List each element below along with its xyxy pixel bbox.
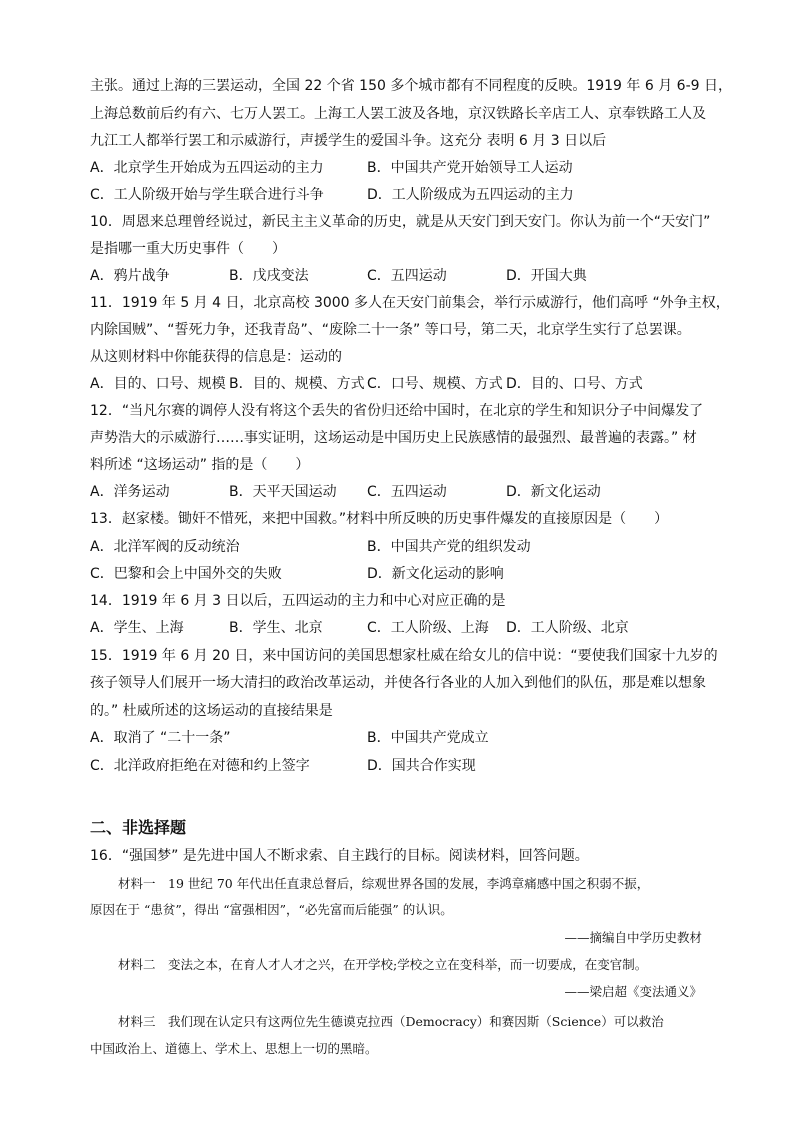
- q15-option-c[interactable]: C．北洋政府拒绝在对德和约上签字: [90, 758, 310, 774]
- q9-option-a[interactable]: A．北京学生开始成为五四运动的主力: [90, 160, 324, 176]
- q12-option-c[interactable]: C．五四运动: [367, 484, 447, 500]
- q11-option-d[interactable]: D．目的、口号、方式: [506, 376, 643, 392]
- q14-option-c[interactable]: C．工人阶级、上海: [367, 620, 489, 636]
- section-heading: 二、非选择题: [90, 818, 187, 837]
- q13-option-c[interactable]: C．巴黎和会上中国外交的失败: [90, 566, 282, 582]
- material-2-source: ——梁启超《变法通义》: [564, 984, 702, 999]
- q15-option-d[interactable]: D．国共合作实现: [367, 758, 476, 774]
- q13-stem-line-1: 13．赵家楼。锄奸不惜死，来把中国救。”材料中所反映的历史事件爆发的直接原因是（ ）: [90, 511, 669, 527]
- material-1-source: ——摘编自中学历史教材: [564, 930, 702, 945]
- q9-option-c[interactable]: C．工人阶级开始与学生联合进行斗争: [90, 187, 324, 203]
- q9-option-b[interactable]: B．中国共产党开始领导工人运动: [367, 160, 573, 176]
- q12-stem-line-2: 声势浩大的示威游行……事实证明，这场运动是中国历史上民族感情的最强烈、最普遍的表露。” 材: [90, 430, 697, 446]
- material-2-line-1: 材料二 变法之本，在育人才人才之兴，在开学校;学校之立在变科举，而一切要成，在变官制。: [118, 957, 648, 972]
- q14-option-a[interactable]: A．学生、上海: [90, 620, 184, 636]
- q11-option-c[interactable]: C．口号、规模、方式: [367, 376, 503, 392]
- q15-option-a[interactable]: A．取消了 “二十一条”: [90, 730, 231, 746]
- q12-option-a[interactable]: A．洋务运动: [90, 484, 170, 500]
- q13-option-b[interactable]: B．中国共产党的组织发动: [367, 539, 531, 555]
- q12-stem-line-1: 12．“当凡尔赛的调停人没有将这个丢失的省份归还给中国时，在北京的学生和知识分子中间爆发了: [90, 403, 704, 419]
- q14-option-b[interactable]: B．学生、北京: [229, 620, 323, 636]
- q14-option-d[interactable]: D．工人阶级、北京: [506, 620, 629, 636]
- q9-stem-line-3: 九江工人都举行罢工和示威游行，声援学生的爱国斗争。这充分 表明 6 月 3 日以后: [90, 133, 607, 149]
- q10-option-b[interactable]: B．戊戌变法: [229, 268, 309, 284]
- q12-option-d[interactable]: D．新文化运动: [506, 484, 601, 500]
- q11-option-b[interactable]: B．目的、规模、方式: [229, 376, 365, 392]
- q9-stem-line-2: 上海总数前后约有六、七万人罢工。上海工人罢工波及各地，京汉铁路长辛店工人、京奉铁路工人及: [90, 106, 706, 122]
- q13-option-d[interactable]: D．新文化运动的影响: [367, 566, 504, 582]
- q15-stem-line-2: 孩子领导人们展开一场大清扫的政治改革运动，并使各行各业的人加入到他们的队伍，那是难以想象: [90, 675, 706, 691]
- q9-stem-line-1: 主张。通过上海的三罢运动，全国 22 个省 150 多个城市都有不同程度的反映。1919 年 6 月 6-9 日，: [90, 78, 732, 94]
- material-1-line-2: 原因在于 “患贫”，得出 “富强相因”，“必先富而后能强” 的认识。: [90, 902, 453, 917]
- material-3-line-2: 中国政治上、道德上、学术上、思想上一切的黑暗。: [90, 1041, 378, 1056]
- q15-option-b[interactable]: B．中国共产党成立: [367, 730, 489, 746]
- q15-stem-line-1: 15．1919 年 6 月 20 日，来中国访问的美国思想家杜威在给女儿的信中说：“要使我们国家十九岁的: [90, 648, 718, 664]
- q10-stem-line-1: 10．周恩来总理曾经说过，新民主主义革命的历史，就是从天安门到天安门。你认为前一个“天安门”: [90, 214, 711, 230]
- q10-option-d[interactable]: D．开国大典: [506, 268, 587, 284]
- material-1-line-1: 材料一 19 世纪 70 年代出任直隶总督后，综观世界各国的发展，李鸿章痛感中国之积弱不振，: [118, 876, 650, 891]
- q12-stem-line-3: 料所述 “这场运动” 指的是（ ）: [90, 457, 310, 473]
- q10-stem-line-2: 是指哪一重大历史事件（ ）: [90, 241, 286, 257]
- q11-option-a[interactable]: A．目的、口号、规模: [90, 376, 226, 392]
- q11-stem-line-1: 11．1919 年 5 月 4 日，北京高校 3000 多人在天安门前集会，举行示威游行，他们高呼 “外争主权，: [90, 295, 730, 311]
- q10-option-c[interactable]: C．五四运动: [367, 268, 447, 284]
- q16-stem: 16．“强国梦” 是先进中国人不断求索、自主践行的目标。阅读材料，回答问题。: [90, 848, 589, 864]
- q13-option-a[interactable]: A．北洋军阀的反动统治: [90, 539, 240, 555]
- q9-option-d[interactable]: D．工人阶级成为五四运动的主力: [367, 187, 574, 203]
- q14-stem-line-1: 14．1919 年 6 月 3 日以后，五四运动的主力和中心对应正确的是: [90, 593, 506, 609]
- q11-stem-line-3: 从这则材料中你能获得的信息是：运动的: [90, 349, 342, 365]
- q10-option-a[interactable]: A．鸦片战争: [90, 268, 170, 284]
- q15-stem-line-3: 的。” 杜威所述的这场运动的直接结果是: [90, 703, 333, 719]
- q11-stem-line-2: 内除国贼”、“誓死力争，还我青岛”、“废除二十一条” 等口号，第二天，北京学生实行了总罢课。: [90, 322, 691, 338]
- material-3-line-1: 材料三 我们现在认定只有这两位先生德谟克拉西（Democracy）和赛因斯（Science）可以救治: [118, 1014, 664, 1029]
- q12-option-b[interactable]: B．天平天国运动: [229, 484, 337, 500]
